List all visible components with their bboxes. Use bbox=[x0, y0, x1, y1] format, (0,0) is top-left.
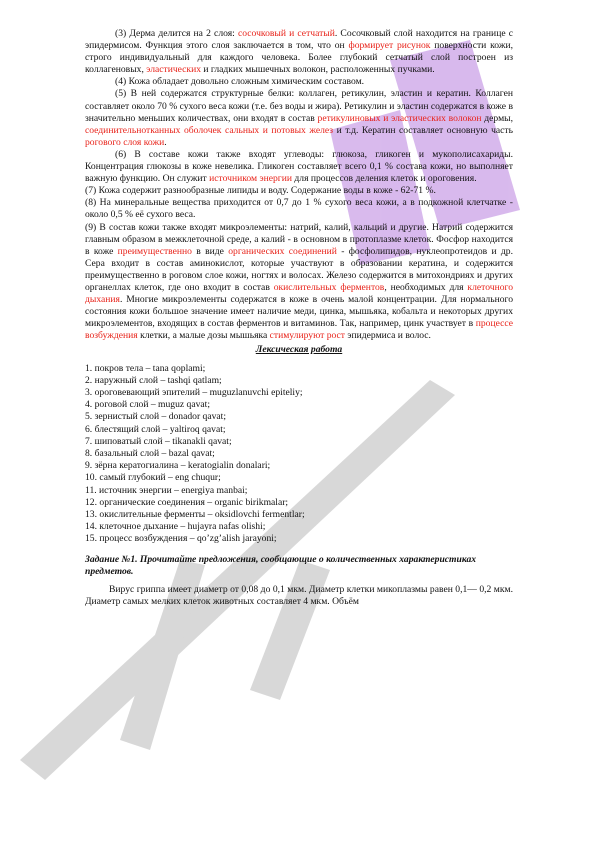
highlight-term: соединительнотканных оболочек сальных и потовых желез bbox=[85, 124, 334, 136]
paragraph-7: (7) Кожа содержит разнообразные липиды и воду. Содержание воды в коже - 62-71 %. bbox=[85, 185, 436, 197]
highlight-term: преимущественно bbox=[117, 245, 192, 257]
highlight-term: рогового слоя кожи bbox=[85, 136, 165, 148]
paragraph-8: (8) На минеральные вещества приходится от 0,7 до 1 % сухого веса кожи, а в подкожной клетчатке - около 0,5 % её сухого веса. bbox=[85, 197, 513, 221]
highlight-term: процессе возбуждения bbox=[85, 318, 513, 342]
highlight-term: источником энергии bbox=[209, 173, 292, 185]
vocabulary-list bbox=[85, 363, 513, 546]
vocabulary-item: 13. окислительные ферменты – oksidlovchi fermentlar; bbox=[85, 508, 305, 520]
highlight-term: эластических bbox=[146, 64, 201, 76]
lexical-heading: Лексическая работа bbox=[255, 344, 343, 356]
highlight-term: окислительных ферментов bbox=[273, 281, 385, 293]
vocabulary-item: 5. зернистый слой – donador qavat; bbox=[85, 411, 226, 423]
vocabulary-item: 9. зёрна кератогиалина – keratogialin donalari; bbox=[85, 460, 271, 472]
vocabulary-item: 2. наружный слой – tashqi qatlam; bbox=[85, 374, 222, 386]
vocabulary-item: 3. ороговевающий эпителий – muguzlanuvchi epiteliy; bbox=[85, 386, 303, 398]
task-1-text: Вирус гриппа имеет диаметр от 0,08 до 0,1 мкм. Диаметр клетки микоплазмы равен 0,1— 0,2 мкм. Диаметр самых мелких клеток животных составляет 4 мкм. Объём bbox=[85, 583, 513, 607]
vocabulary-item: 4. роговой слой – muguz qavat; bbox=[85, 399, 210, 411]
paragraph-9: (9) В состав кожи также входят микроэлементы: натрий, калий, кальций и другие. Натрий содержится главным образом в межклеточной среде, а калий - в основном в протоплазме клеток. Фосфор находится в коже преимущественно в виде органических соединений - фосфолипидов, нуклеопротеидов и др. Сера входит в состав аминокислот, которые участвуют в образовании кератина, и содержится преимущественно в роговом слое кожи, ногтях и волосах. Железо содержится в митохондриях и других органеллах клеток, где оно входит в состав окислительных ферментов, необходимых для клеточного дыхания. Многие микроэлементы содержатся в коже в очень малой концентрации. Для нормального состояния кожи большое значение имеет наличие меди, цинка, мышьяка, кобальта и некоторых других микроэлементов, входящих в состав ферментов и витаминов. Так, например, цинк участвует в процессе возбуждения клетки, а малые дозы мышьяка стимулируют рост эпидермиса и волос. bbox=[85, 221, 513, 342]
paragraph-6: (6) В составе кожи также входят углеводы: глюкоза, гликоген и мукополисахариды. Концентрация глюкозы в коже невелика. Гликоген составляет всего 0,1 % состава кожи, но выполняет важную функцию. Он служит источником энергии для процессов деления клеток и ороговения. bbox=[85, 148, 513, 185]
paragraph-4: (4) Кожа обладает довольно сложным химическим составом. bbox=[115, 76, 365, 88]
vocabulary-item: 7. шиповатый слой – tikanakli qavat; bbox=[85, 435, 232, 447]
highlight-term: сосочковый и сетчатый bbox=[237, 28, 335, 39]
task-1-title: Задание №1. Прочитайте предложения, сообщающие о количественных характеристиках предметов. bbox=[85, 553, 477, 577]
document-page bbox=[85, 28, 513, 608]
vocabulary-item: 6. блестящий слой – yaltiroq qavat; bbox=[85, 423, 226, 435]
paragraph-3: (3) Дерма делится на 2 слоя: сосочковый и сетчатый. Сосочковый слой находится на границе с эпидермисом. Функция этого слоя заключается в том, что он формирует рисунок поверхности кожи, строго индивидуальный для каждого человека. Более глубокий сетчатый слой построен из коллагеновых, эластических и гладких мышечных волокон, расположенных пучками. bbox=[85, 28, 514, 76]
highlight-term: органических соединений bbox=[228, 245, 337, 257]
highlight-term: клеточного дыхания bbox=[85, 281, 513, 306]
vocabulary-item: 8. базальный слой – bazal qavat; bbox=[85, 447, 215, 459]
vocabulary-item: 1. покров тела – tana qoplami; bbox=[85, 362, 206, 374]
highlight-term: стимулируют рост bbox=[269, 330, 345, 342]
paragraph-5: (5) В ней содержатся структурные белки: коллаген, ретикулин, эластин и кератин. Коллаген составляет около 70 % сухого веса кожи (т.е. без воды и жира). Ретикулин и эластин содержатся в коже в значительно меньших количествах, они входят в состав ретикулиновых и эластических волокон дермы, соединительнотканных оболочек сальных и потовых желез и т.д. Кератин составляет основную часть рогового слоя кожи. bbox=[85, 88, 514, 148]
vocabulary-item: 11. источник энергии – energiya manbai; bbox=[85, 484, 248, 496]
vocabulary-item: 10. самый глубокий – eng chuqur; bbox=[85, 472, 221, 484]
highlight-term: ретикулиновых и эластических волокон bbox=[317, 112, 482, 124]
vocabulary-item: 15. процесс возбуждения – qo’zg’alish jarayoni; bbox=[85, 533, 277, 545]
vocabulary-item: 12. органические соединения – organic birikmalar; bbox=[85, 496, 289, 508]
highlight-term: формирует рисунок bbox=[348, 40, 431, 52]
vocabulary-item: 14. клеточное дыхание – hujayra nafas olishi; bbox=[85, 521, 266, 533]
